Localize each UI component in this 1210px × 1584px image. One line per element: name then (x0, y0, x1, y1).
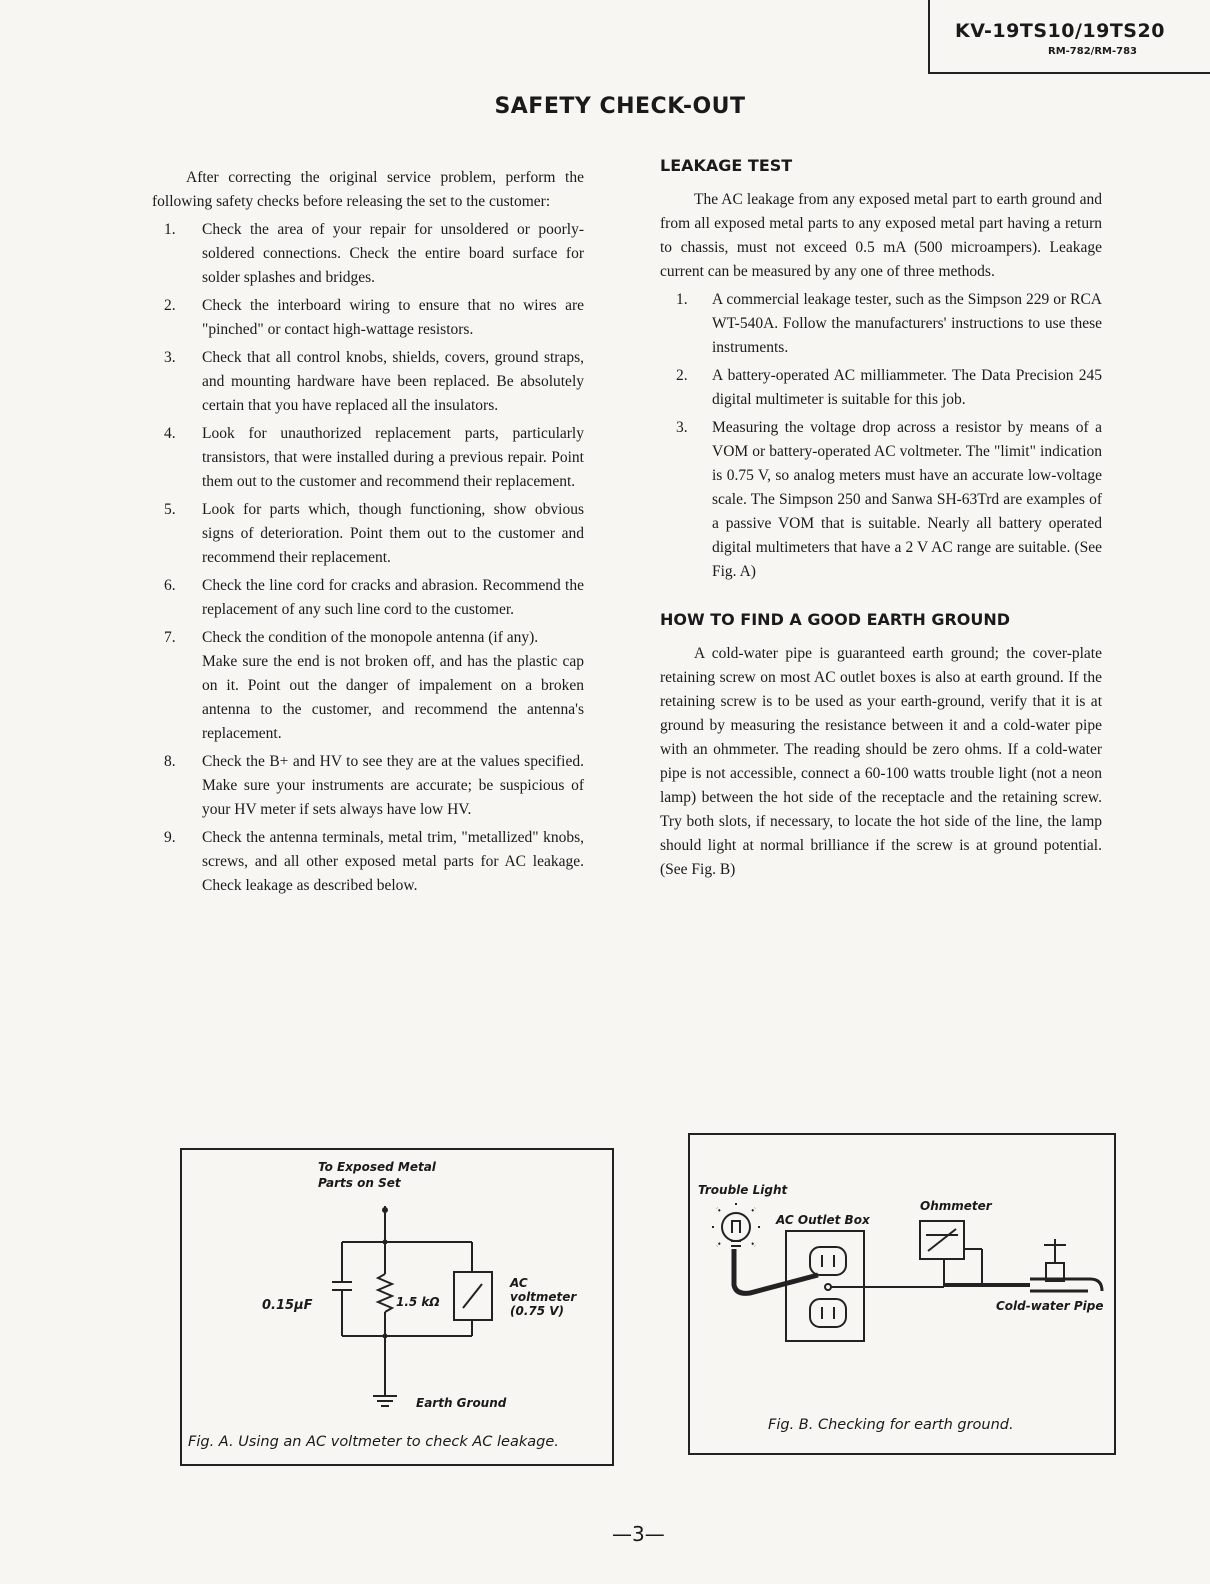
light-bulb-icon (722, 1213, 750, 1241)
list-item (152, 574, 584, 622)
label-capacitor-value: 0.15μF (262, 1298, 313, 1313)
fig-a-caption: Fig. A. Using an AC voltmeter to check AC leakage. (188, 1434, 559, 1450)
list-item (152, 826, 584, 898)
list-item (152, 422, 584, 494)
list-number: 2. (676, 367, 688, 384)
safety-check-list (152, 218, 584, 898)
list-text: Check the interboard wiring to ensure that no wires are "pinched" or contact high-wattage resistors. (202, 297, 584, 338)
list-item (152, 498, 584, 570)
list-text: Look for unauthorized replacement parts, particularly transistors, that were installed during a previous repair. Point them out to the customer and recommend their replacement. (202, 425, 584, 490)
list-text: Check the B+ and HV to see they are at the values specified. Make sure your instruments are accurate; be suspicious of your HV meter if sets always have low HV. (202, 753, 584, 818)
list-number: 9. (164, 829, 176, 846)
list-item (152, 626, 584, 746)
figure-a (180, 1148, 614, 1466)
label-earth-ground: Earth Ground (416, 1396, 507, 1410)
page-number: —3— (612, 1522, 665, 1546)
list-item (660, 416, 1102, 584)
list-number: 1. (164, 221, 176, 238)
leakage-method-list (660, 288, 1102, 584)
list-number: 6. (164, 577, 176, 594)
list-text: Check that all control knobs, shields, covers, ground straps, and mounting hardware have been replaced. Be absolutely certain that you have replaced all the insulators. (202, 349, 584, 414)
list-number: 7. (164, 629, 176, 646)
figure-b (688, 1133, 1116, 1455)
list-number: 2. (164, 297, 176, 314)
earth-ground-heading: HOW TO FIND A GOOD EARTH GROUND (660, 610, 1011, 629)
page-title: SAFETY CHECK-OUT (494, 94, 746, 119)
list-number: 1. (676, 291, 688, 308)
list-text: Check the line cord for cracks and abrasion. Recommend the replacement of any such line cord to the customer. (202, 577, 584, 618)
leakage-intro: The AC leakage from any exposed metal part to earth ground and from all exposed metal parts to any exposed metal part having a return to chassis, must not exceed 0.5 mA (500 microampers). Leakage current can be measured by any one of three methods. (660, 191, 1102, 280)
list-item (660, 364, 1102, 412)
model-number: KV-19TS10/19TS20 (955, 20, 1165, 42)
list-number: 3. (676, 419, 688, 436)
list-text: Measuring the voltage drop across a resistor by means of a VOM or battery-operated AC voltmeter. The "limit" indication is 0.75 V, so analog meters must have an accurate low-voltage scale. The Simpson 250 and Sanwa SH-63Trd are examples of a passive VOM that is suitable. Nearly all battery operated digital multimeters that have a 2 V AC range are suitable. (See Fig. A) (712, 419, 1102, 580)
fig-b-caption: Fig. B. Checking for earth ground. (768, 1417, 1014, 1433)
remote-model: RM-782/RM-783 (1048, 46, 1138, 57)
list-text: A commercial leakage tester, such as the Simpson 229 or RCA WT-540A. Follow the manufacturers' instructions to use these instruments. (712, 291, 1102, 356)
list-item (152, 218, 584, 290)
label-parts-on-set: Parts on Set (318, 1176, 401, 1190)
label-meter-voltmeter: voltmeter (510, 1290, 577, 1304)
left-column (152, 166, 584, 898)
list-text: Check the antenna terminals, metal trim, "metallized" knobs, screws, and all other exposed metal parts for AC leakage. Check leakage as described below. (202, 829, 584, 894)
list-item (152, 294, 584, 342)
label-exposed-metal: To Exposed Metal (318, 1160, 436, 1174)
label-outlet-box: AC Outlet Box (776, 1213, 870, 1227)
label-ohmmeter: Ohmmeter (920, 1199, 992, 1213)
list-number: 3. (164, 349, 176, 366)
earth-ground-paragraph: A cold-water pipe is guaranteed earth ground; the cover-plate retaining screw on most AC outlet boxes is also at earth ground. If the retaining screw is to be used as your earth-ground, verify that it is at ground by measuring the resistance between it and a cold-water pipe with an ohmmeter. The reading should be zero ohms. If a cold-water pipe is not accessible, connect a 60-100 watts trouble light (not a neon lamp) between the hot side of the receptacle and the retaining screw. Try both slots, if necessary, to locate the hot side of the line, the lamp should light at normal brilliance if the screw is at ground potential. (See Fig. B) (660, 645, 1102, 878)
list-text: Look for parts which, though functioning, show obvious signs of deterioration. Point them out to the customer and recommend their replacement. (202, 501, 584, 566)
list-text: Check the area of your repair for unsoldered or poorly-soldered connections. Check the entire board surface for solder splashes and bridges. (202, 221, 584, 286)
label-meter-range: (0.75 V) (510, 1304, 565, 1318)
list-number: 4. (164, 425, 176, 442)
right-column (660, 154, 1102, 882)
list-text: A battery-operated AC milliammeter. The Data Precision 245 digital multimeter is suitable for this job. (712, 367, 1102, 408)
leakage-test-heading: LEAKAGE TEST (660, 156, 793, 175)
list-item (152, 750, 584, 822)
label-meter-ac: AC (510, 1276, 528, 1290)
list-number: 8. (164, 753, 176, 770)
intro-paragraph: After correcting the original service problem, perform the following safety checks before releasing the set to the customer: (152, 169, 584, 210)
list-item (152, 346, 584, 418)
list-item (660, 288, 1102, 360)
label-trouble-light: Trouble Light (698, 1183, 788, 1197)
label-resistor-value: 1.5 kΩ (396, 1295, 440, 1309)
list-text: Check the condition of the monopole antenna (if any). (202, 629, 539, 646)
list-number: 5. (164, 501, 176, 518)
label-cold-water-pipe: Cold-water Pipe (996, 1299, 1104, 1313)
list-note: Make sure the end is not broken off, and has the plastic cap on it. Point out the danger of impalement on a broken antenna to the customer, and recommend the antenna's replacement. (202, 653, 584, 742)
